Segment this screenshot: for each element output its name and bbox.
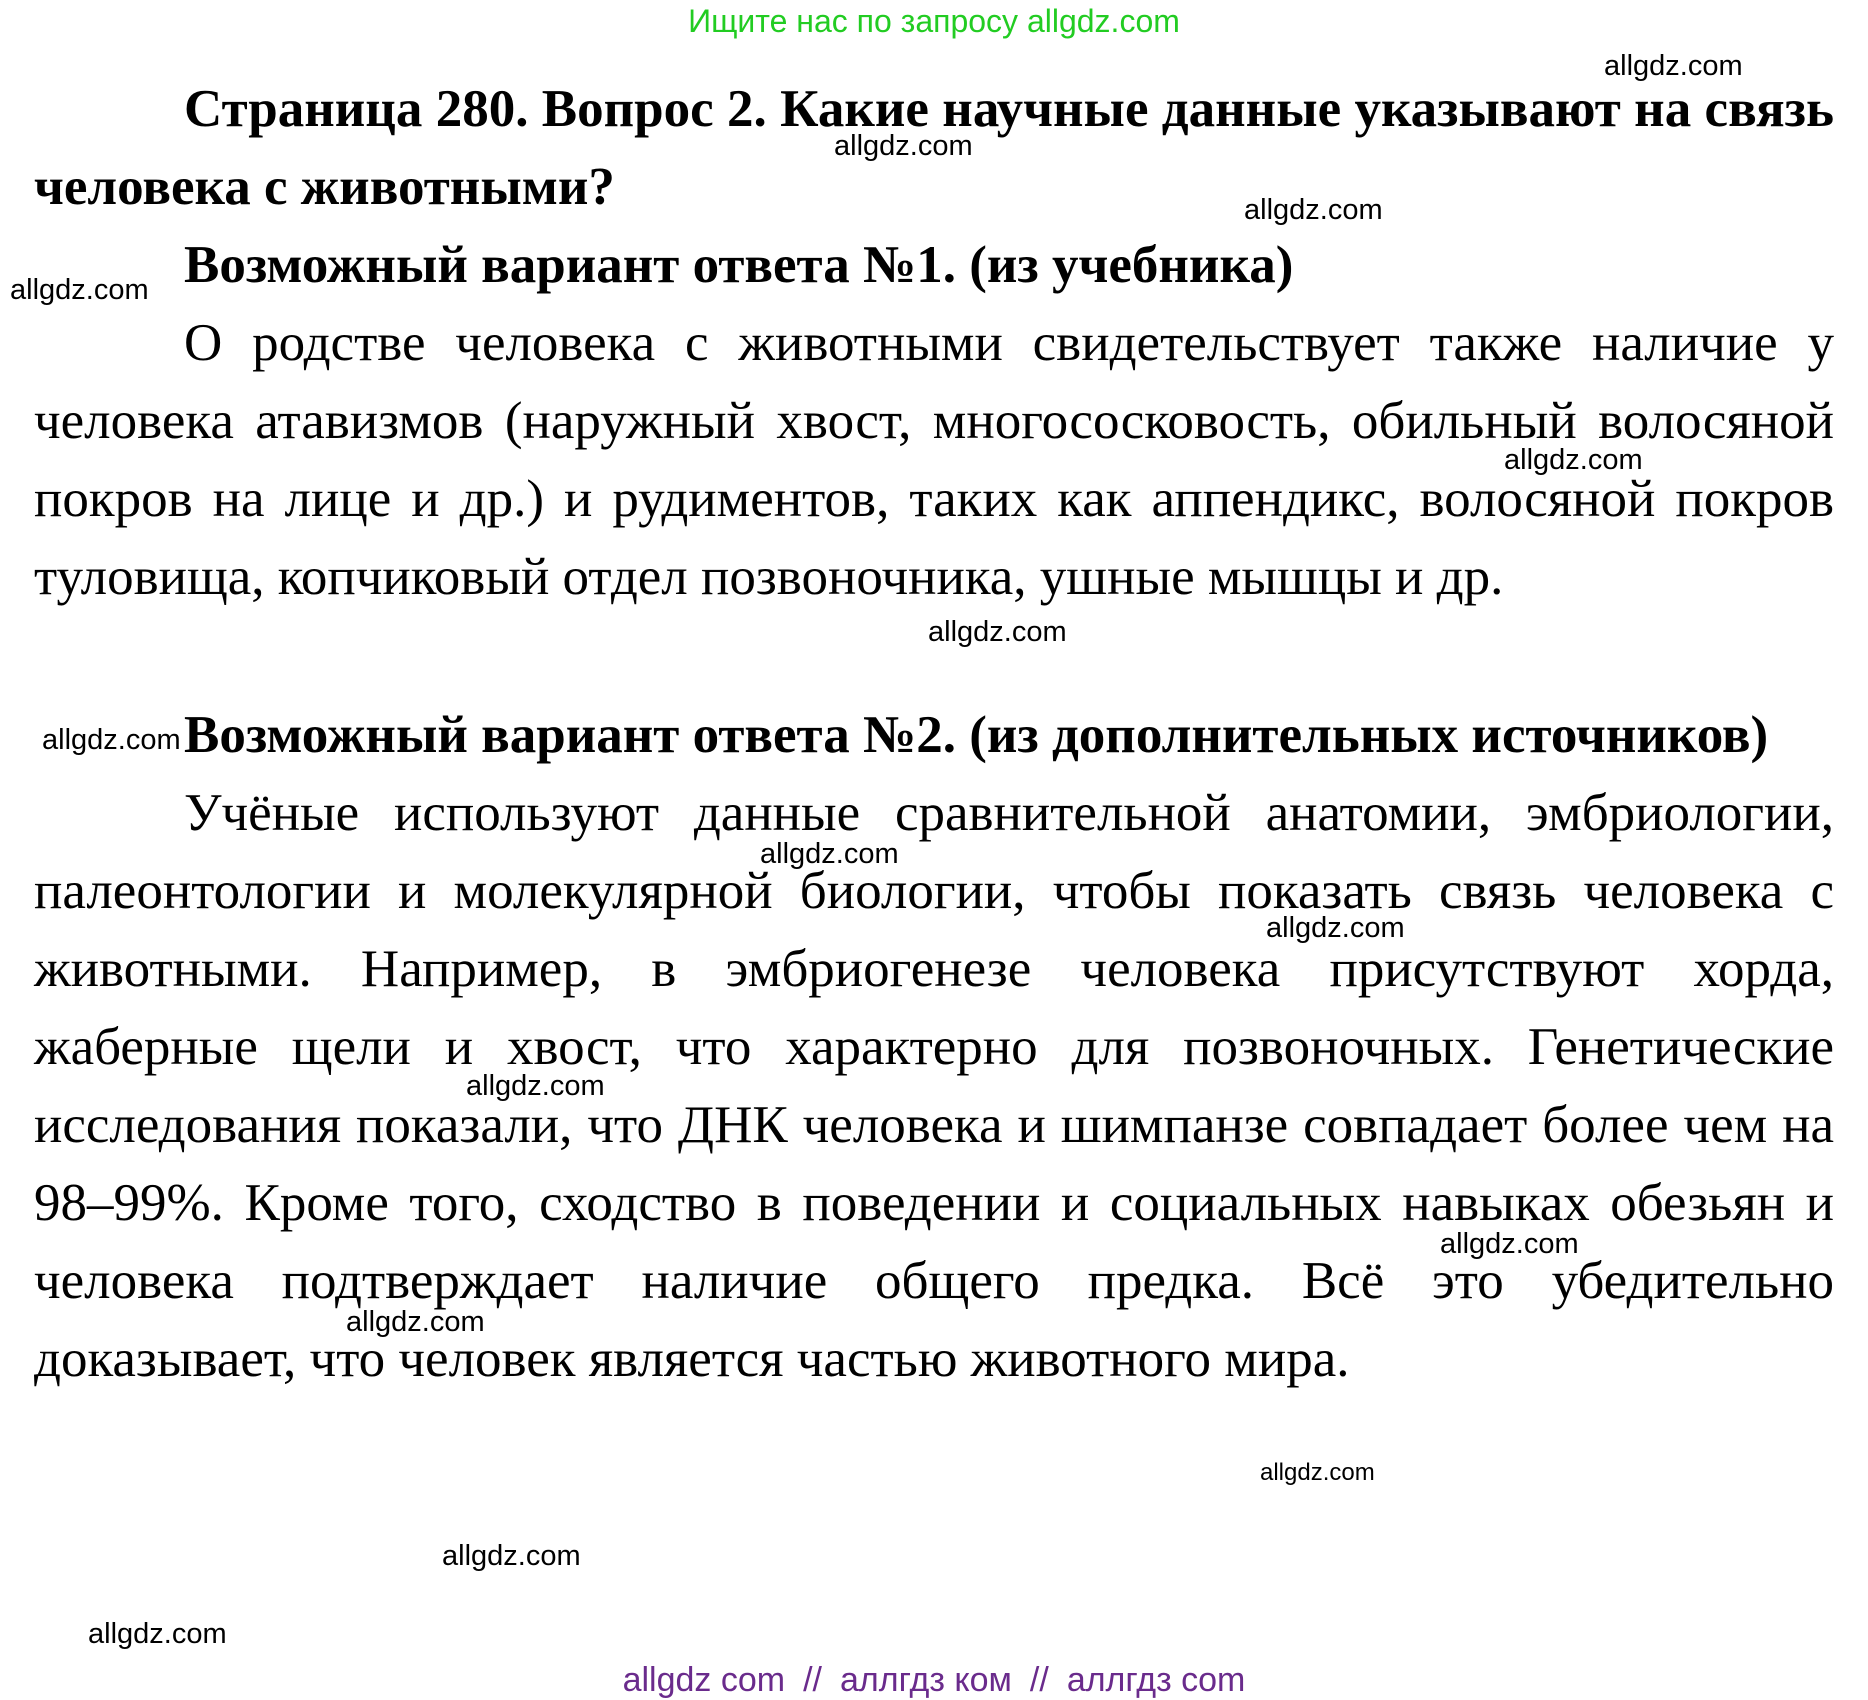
footer-separator: // xyxy=(1029,1661,1049,1699)
watermark: allgdz.com xyxy=(760,838,899,870)
watermark: allgdz.com xyxy=(88,1618,227,1650)
watermark: allgdz.com xyxy=(346,1306,485,1338)
answer1-text: О родстве человека с животными свидетельствует также наличие у человека атавизмов (наружный хвост, многососковость, обильный волосяной покров на лице и др.) и рудиментов, таких как аппендикс, волосяной покров туловища, копчиковый отдел позвоночника, ушные мышцы и др. xyxy=(34,314,1834,606)
watermark: allgdz.com xyxy=(442,1540,581,1572)
watermark: allgdz.com xyxy=(1440,1228,1579,1260)
footer-links xyxy=(0,1660,1868,1700)
watermark: allgdz.com xyxy=(10,274,149,306)
footer-link[interactable]: allgdz com xyxy=(622,1661,786,1699)
footer-separator: // xyxy=(803,1661,823,1699)
document-body xyxy=(34,70,1834,1398)
answer2-heading: Возможный вариант ответа №2. (из дополнительных источников) xyxy=(184,706,1769,764)
watermark: allgdz.com xyxy=(1504,444,1643,476)
answer1-heading: Возможный вариант ответа №1. (из учебника) xyxy=(184,236,1294,294)
top-banner: Ищите нас по запросу allgdz.com xyxy=(688,3,1180,39)
watermark: allgdz.com xyxy=(466,1070,605,1102)
watermark: allgdz.com xyxy=(42,724,181,756)
question-heading: Страница 280. Вопрос 2. Какие научные данные указывают на связь человека с животными? xyxy=(34,80,1834,216)
answer2-text: Учёные используют данные сравнительной анатомии, эмбриологии, палеонтологии и молекулярной биологии, чтобы показать связь человека с животными. Например, в эмбриогенезе человека присутствуют хорда, жаберные щели и хвост, что характерно для позвоночных. Генетические исследования показали, что ДНК человека и шимпанзе совпадает более чем на 98–99%. Кроме того, сходство в поведении и социальных навыках обезьян и человека подтверждает наличие общего предка. Всё это убедительно доказывает, что человек является частью животного мира. xyxy=(34,784,1834,1388)
footer-link[interactable]: аллгдз com xyxy=(1066,1661,1246,1699)
watermark: allgdz.com xyxy=(928,616,1067,648)
watermark: allgdz.com xyxy=(834,130,973,162)
watermark: allgdz.com xyxy=(1604,50,1743,82)
footer-link[interactable]: аллгдз ком xyxy=(840,1661,1012,1699)
watermark: allgdz.com xyxy=(1244,194,1383,226)
watermark: allgdz.com xyxy=(1260,1459,1375,1486)
watermark: allgdz.com xyxy=(1266,912,1405,944)
